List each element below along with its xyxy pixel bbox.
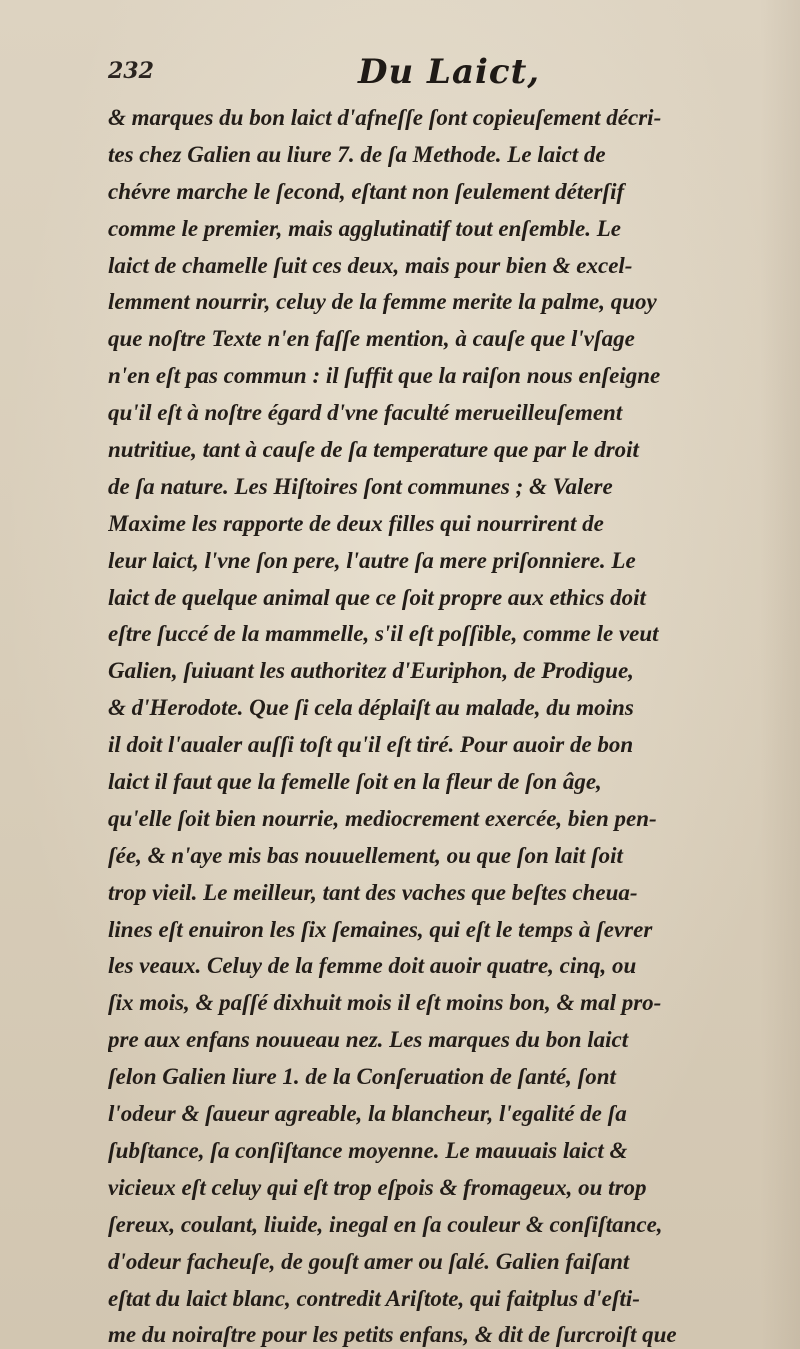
text-line: lemment nourrir, celuy de la femme merite la palme, quoy bbox=[108, 289, 657, 315]
text-line: & d'Herodote. Que ſi cela déplaiſt au malade, du moins bbox=[108, 695, 634, 721]
text-line: ſubſtance, ſa conſiſtance moyenne. Le mauuais laict & bbox=[108, 1137, 628, 1163]
text-line: ſix mois, & paſſé dixhuit mois il eſt moins bon, & mal pro- bbox=[108, 990, 662, 1016]
page-number: 232 bbox=[108, 58, 154, 84]
text-line: trop vieil. Le meilleur, tant des vaches que beſtes cheua- bbox=[108, 879, 638, 905]
text-line: pre aux enfans nouueau nez. Les marques du bon laict bbox=[108, 1027, 629, 1053]
text-line: me du noiraſtre pour les petits enfans, & dit de ſurcroiſt que bbox=[108, 1322, 677, 1348]
text-line: ſereux, coulant, liuide, inegal en ſa couleur & conſiſtance, bbox=[108, 1211, 663, 1237]
text-line: tes chez Galien au liure 7. de ſa Methode. Le laict de bbox=[108, 141, 606, 167]
text-line: vicieux eſt celuy qui eſt trop eſpois & fromageux, ou trop bbox=[108, 1174, 647, 1200]
text-line: ſelon Galien liure 1. de la Conſeruation de ſanté, ſont bbox=[108, 1064, 616, 1090]
text-line: eſtre ſuccé de la mammelle, s'il eſt poſſible, comme le veut bbox=[108, 621, 659, 647]
text-line: qu'il eſt à noſtre égard d'vne faculté merueilleuſement bbox=[108, 400, 623, 426]
text-line: les veaux. Celuy de la femme doit auoir quatre, cinq, ou bbox=[108, 953, 637, 979]
text-line: que noſtre Texte n'en faſſe mention, à cauſe que l'vſage bbox=[108, 326, 635, 352]
text-line: Galien, ſuiuant les authoritez d'Euriphon, de Prodigue, bbox=[108, 658, 634, 684]
text-line: chévre marche le ſecond, eſtant non ſeulement déterſif bbox=[108, 178, 625, 204]
text-line: laict il faut que la femelle ſoit en la fleur de ſon âge, bbox=[108, 769, 602, 795]
text-line: qu'elle ſoit bien nourrie, mediocrement exercée, bien pen- bbox=[108, 805, 657, 831]
text-line: lines eſt enuiron les ſix ſemaines, qui eſt le temps à ſevrer bbox=[108, 916, 653, 942]
text-line: de ſa nature. Les Hiſtoires ſont communes ; & Valere bbox=[108, 473, 613, 499]
text-line: l'odeur & ſaueur agreable, la blancheur, l'egalité de ſa bbox=[108, 1101, 627, 1127]
text-line: d'odeur facheuſe, de gouſt amer ou ſalé. Galien faiſant bbox=[108, 1248, 630, 1274]
text-line: laict de quelque animal que ce ſoit propre aux ethics doit bbox=[108, 584, 646, 610]
text-line: & marques du bon laict d'afneſſe ſont copieuſement décri- bbox=[108, 105, 662, 130]
page-header bbox=[108, 52, 758, 102]
text-line: leur laict, l'vne ſon pere, l'autre ſa mere priſonniere. Le bbox=[108, 547, 636, 573]
text-line: eſtat du laict blanc, contredit Ariſtote, qui faitplus d'eſti- bbox=[108, 1285, 640, 1311]
text-line: laict de chamelle ſuit ces deux, mais pour bien & excel- bbox=[108, 252, 633, 278]
body-text bbox=[108, 100, 788, 1349]
text-line: comme le premier, mais agglutinatif tout enſemble. Le bbox=[108, 215, 621, 241]
text-line: n'en eſt pas commun : il ſuffit que la raiſon nous enſeigne bbox=[108, 363, 661, 389]
text-line: Maxime les rapporte de deux filles qui nourrirent de bbox=[108, 510, 604, 536]
running-title: Du Laict, bbox=[358, 52, 541, 92]
text-line: ſée, & n'aye mis bas nouuellement, ou que ſon lait ſoit bbox=[108, 842, 623, 868]
text-line: nutritiue, tant à cauſe de ſa temperature que par le droit bbox=[108, 437, 639, 463]
text-line: il doit l'aualer auſſi toſt qu'il eſt tiré. Pour auoir de bon bbox=[108, 732, 634, 758]
